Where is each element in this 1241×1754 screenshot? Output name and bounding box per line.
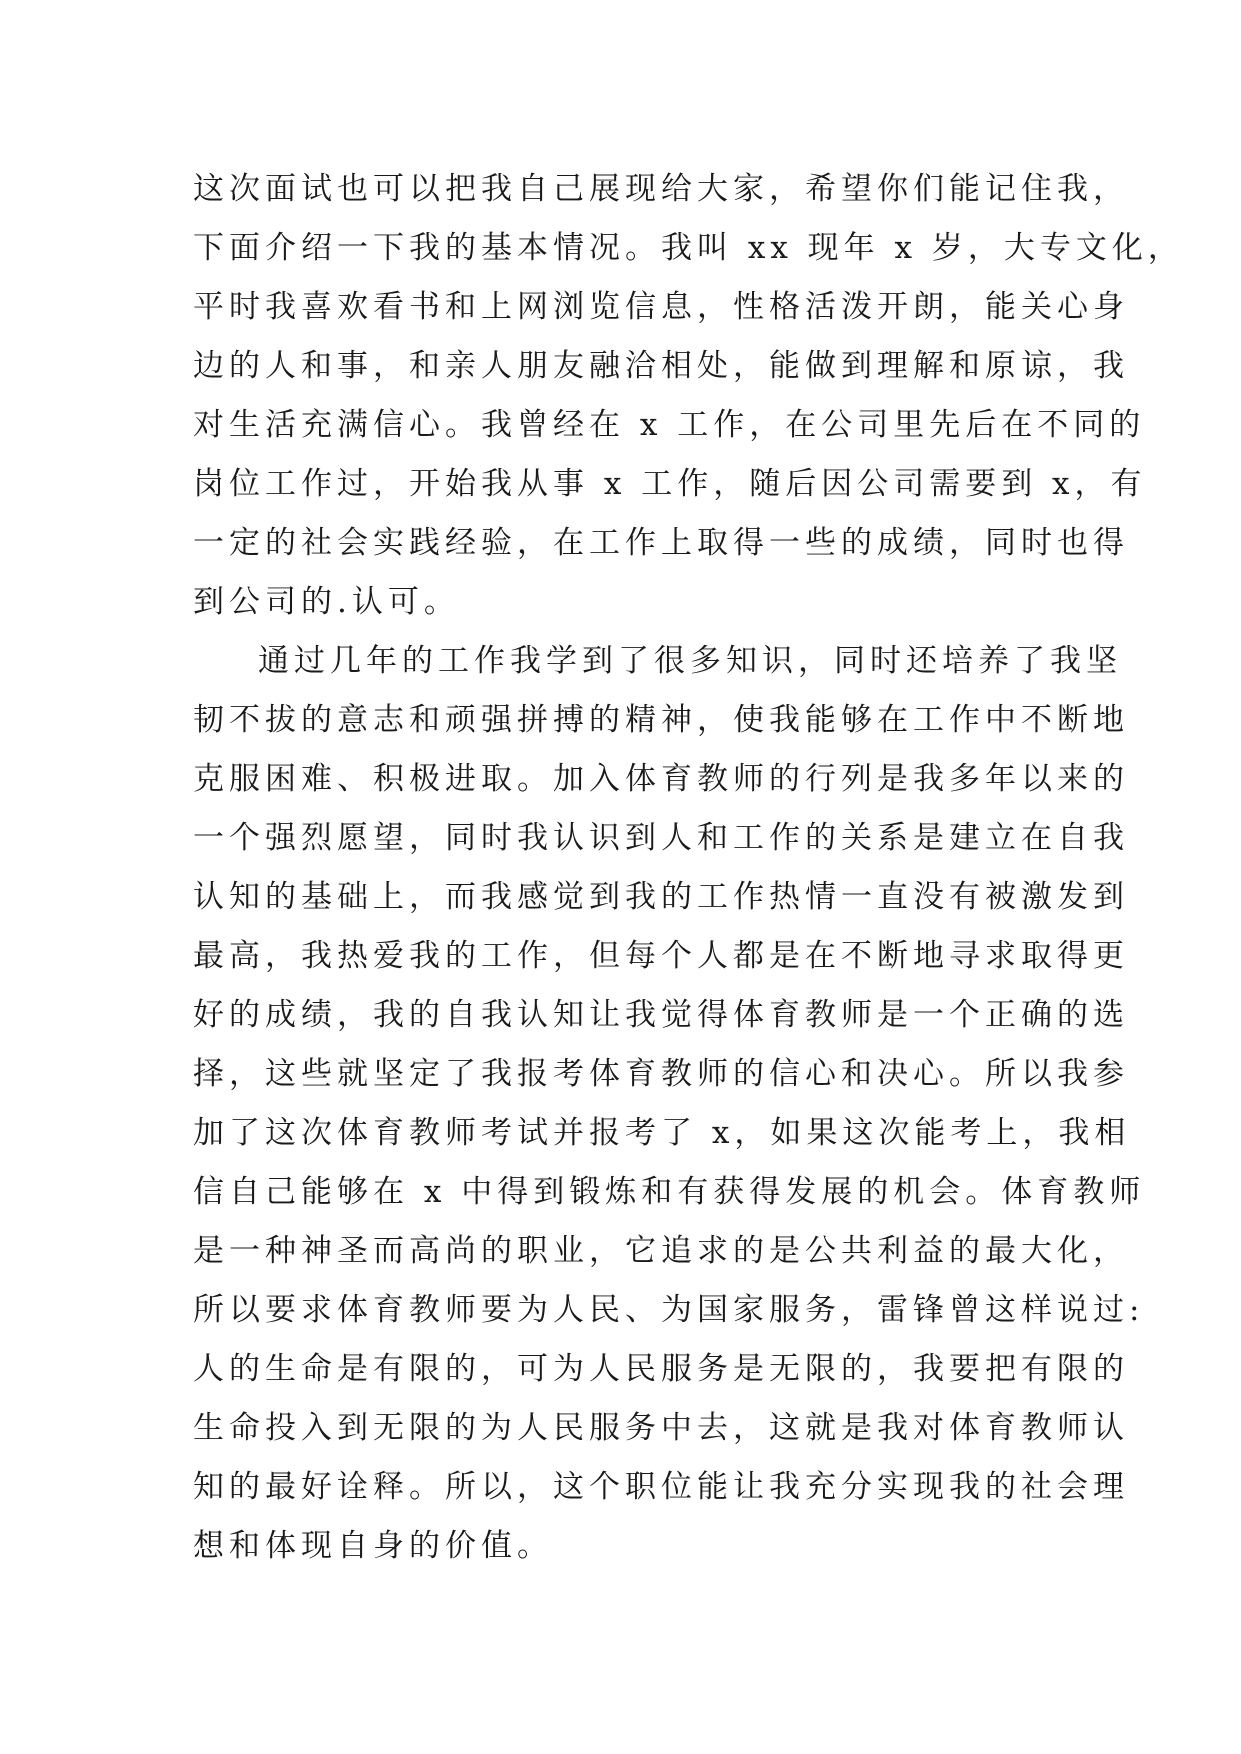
text-line: 人的生命是有限的，可为人民服务是无限的，我要把有限的 (193, 1351, 1129, 1387)
text-line: 好的成绩，我的自我认知让我觉得体育教师是一个正确的选 (193, 997, 1129, 1033)
text-line: 边的人和事，和亲人朋友融洽相处，能做到理解和原谅，我 (193, 348, 1129, 384)
text-line: 认知的基础上，而我感觉到我的工作热情一直没有被激发到 (193, 879, 1129, 915)
text-line: 通过几年的工作我学到了很多知识，同时还培养了我坚 (258, 643, 1122, 679)
paragraph-1 (193, 160, 1184, 632)
text-line: 择，这些就坚定了我报考体育教师的信心和决心。所以我参 (193, 1056, 1129, 1092)
text-line: 是一种神圣而高尚的职业，它追求的是公共利益的最大化， (193, 1233, 1129, 1269)
text-line: 下面介绍一下我的基本情况。我叫 xx 现年 x 岁，大专文化， (193, 230, 1184, 266)
text-line: 岗位工作过，开始我从事 x 工作，随后因公司需要到 x，有 (193, 466, 1147, 502)
text-line: 所以要求体育教师要为人民、为国家服务，雷锋曾这样说过: (193, 1292, 1145, 1328)
paragraph-2 (193, 632, 1146, 1576)
text-line: 这次面试也可以把我自己展现给大家，希望你们能记住我， (193, 171, 1129, 207)
body-text (193, 160, 1184, 1576)
text-line: 信自己能够在 x 中得到锻炼和有获得发展的机会。体育教师 (193, 1174, 1146, 1210)
text-line: 加了这次体育教师考试并报考了 x，如果这次能考上，我相 (193, 1115, 1131, 1151)
text-line: 知的最好诠释。所以，这个职位能让我充分实现我的社会理 (193, 1469, 1129, 1505)
text-line: 最高，我热爱我的工作，但每个人都是在不断地寻求取得更 (193, 938, 1129, 974)
text-line: 想和体现自身的价值。 (193, 1528, 553, 1564)
text-line: 韧不拔的意志和顽强拼搏的精神，使我能够在工作中不断地 (193, 702, 1129, 738)
text-line: 到公司的.认可。 (193, 584, 460, 620)
text-line: 平时我喜欢看书和上网浏览信息，性格活泼开朗，能关心身 (193, 289, 1129, 325)
text-line: 一定的社会实践经验，在工作上取得一些的成绩，同时也得 (193, 525, 1129, 561)
text-line: 对生活充满信心。我曾经在 x 工作，在公司里先后在不同的 (193, 407, 1146, 443)
text-line: 克服困难、积极进取。加入体育教师的行列是我多年以来的 (193, 761, 1129, 797)
text-line: 生命投入到无限的为人民服务中去，这就是我对体育教师认 (193, 1410, 1129, 1446)
text-line: 一个强烈愿望，同时我认识到人和工作的关系是建立在自我 (193, 820, 1129, 856)
